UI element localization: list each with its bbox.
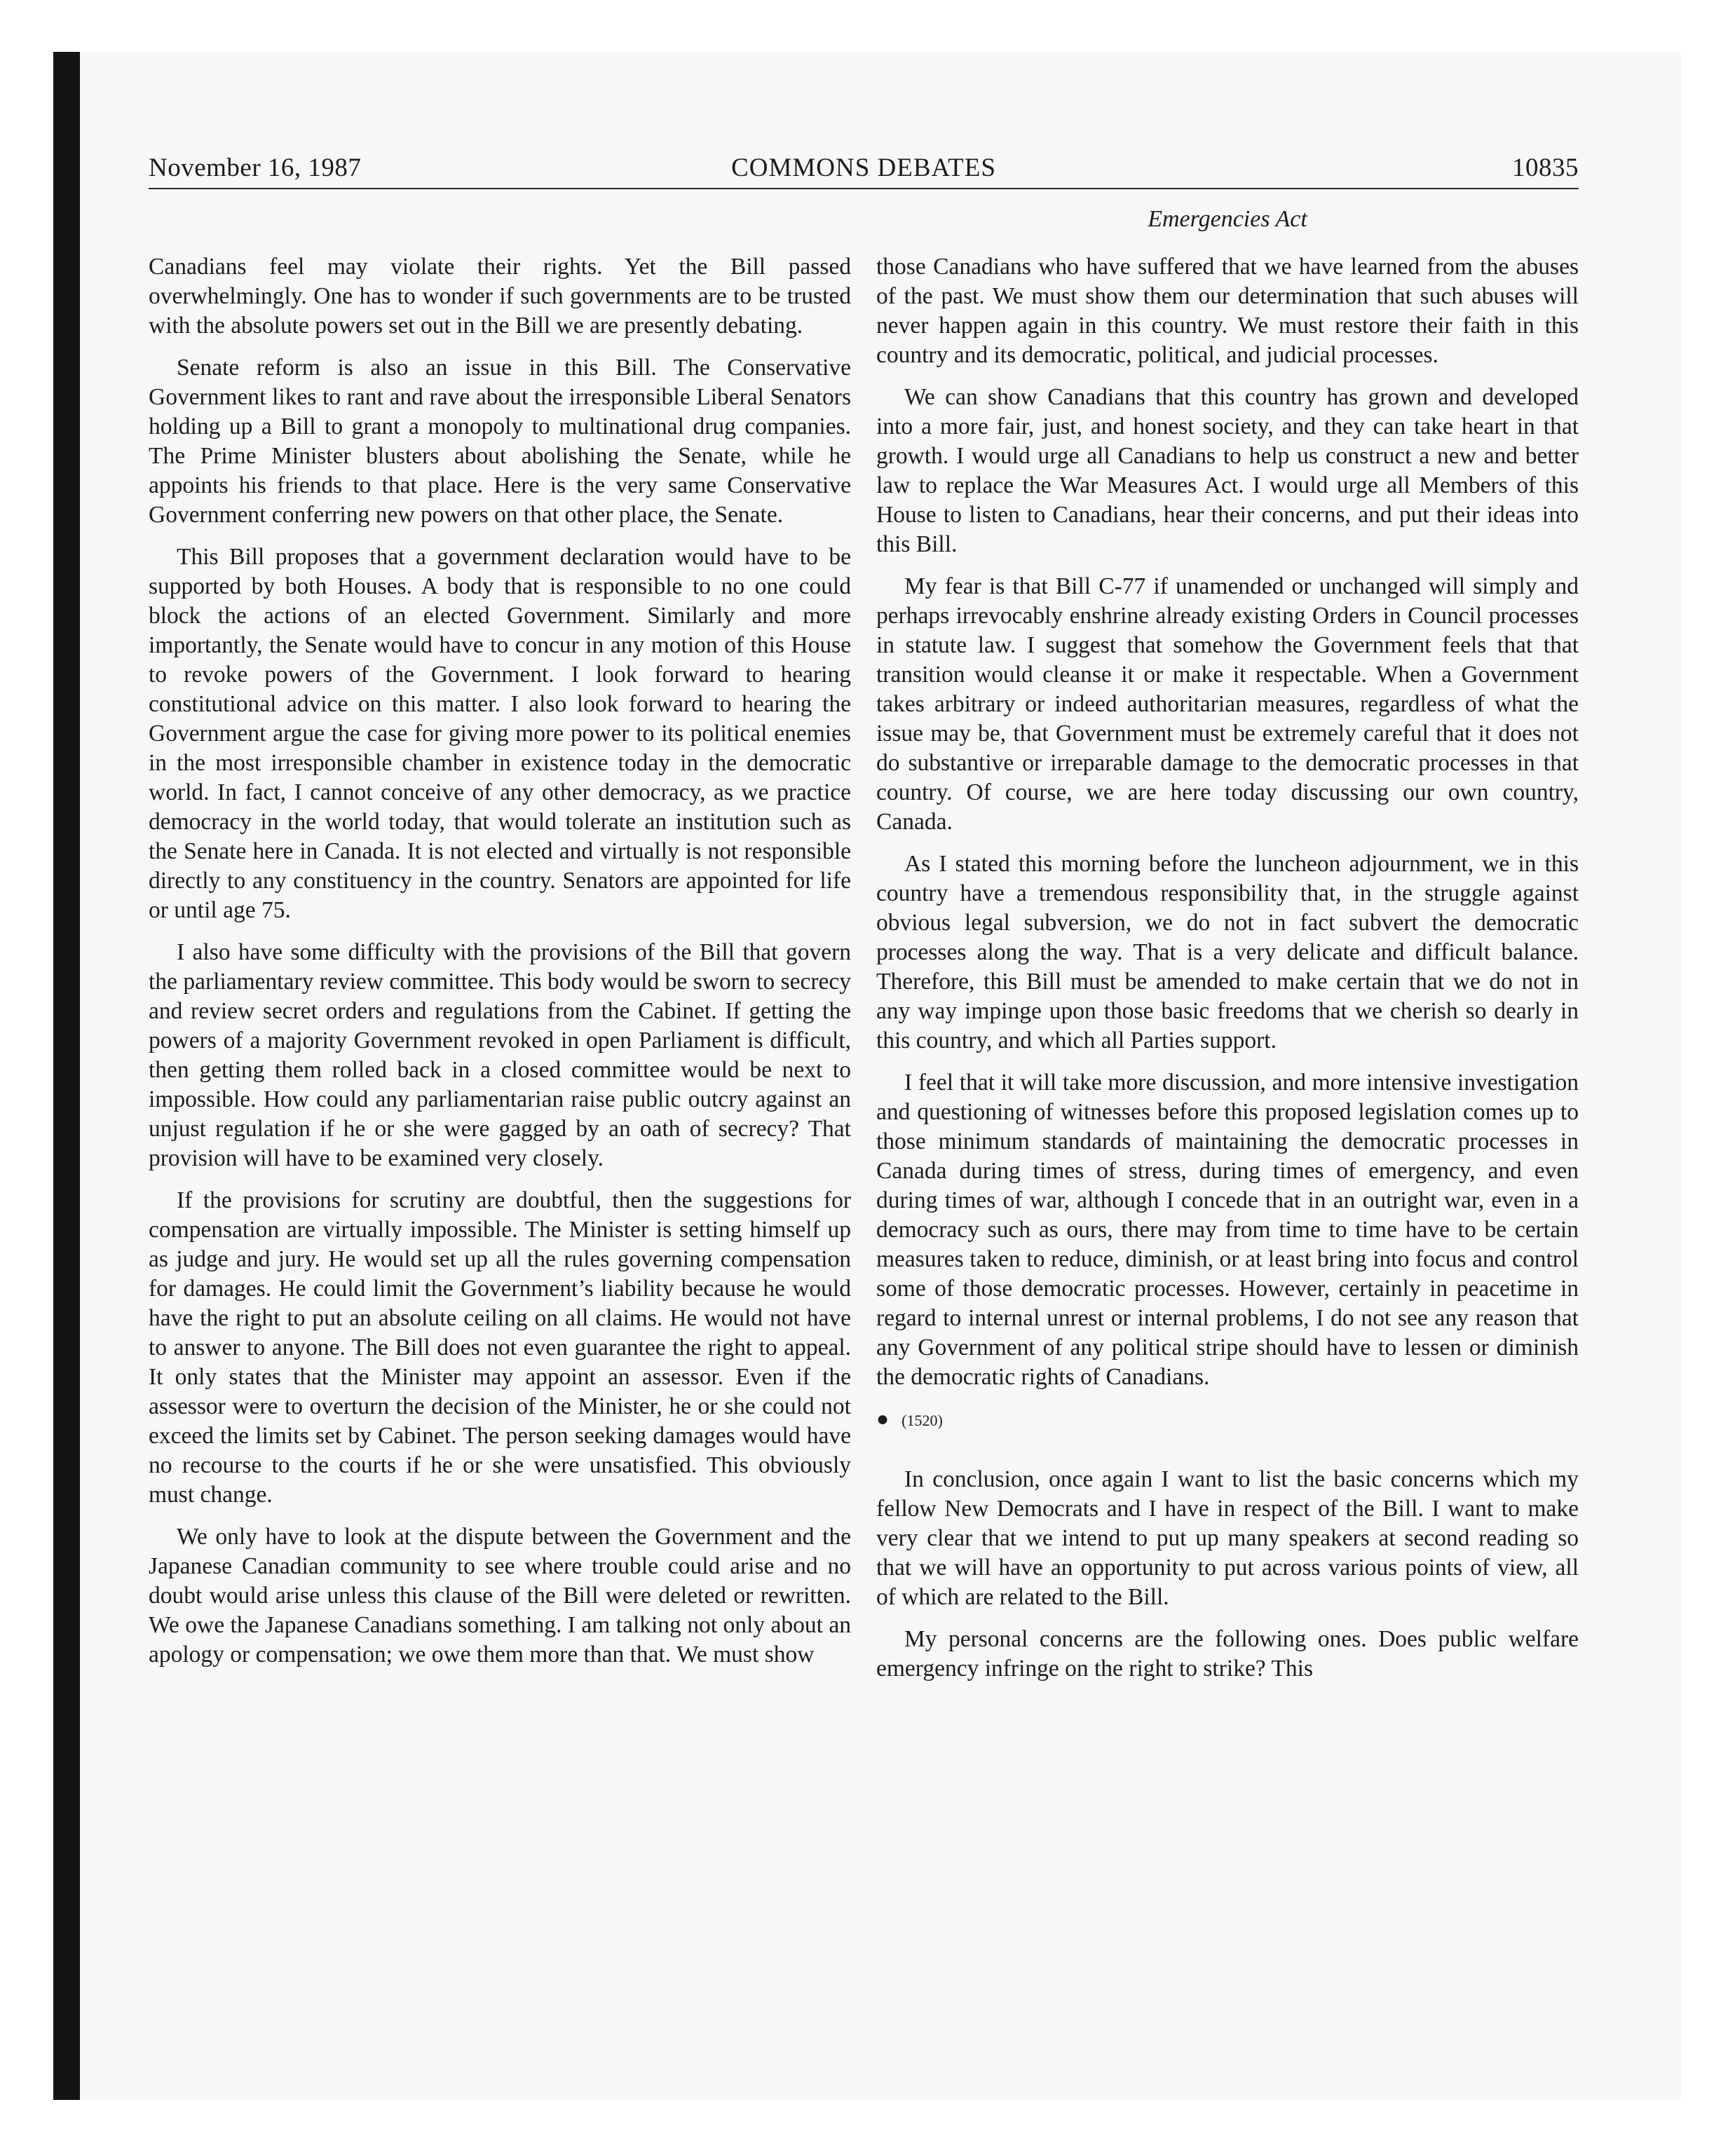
paragraph: Senate reform is also an issue in this Bill. The Conservative Government likes to rant and rave about the irresponsible Liberal Senators holding up a Bill to grant a monopoly to multinational drug companies. The Prime Minister blusters about abolishing the Senate, while he appoints his friends to that place. Here is the very same Conservative Government conferring new powers on that other place, the Senate.: [149, 355, 851, 528]
header-date: November 16, 1987: [149, 153, 362, 182]
header-page-number: 10835: [1512, 153, 1579, 182]
time-marker-label: (1520): [901, 1412, 943, 1429]
header-rule: [149, 188, 1579, 189]
header-publication-title: COMMONS DEBATES: [731, 153, 996, 182]
paragraph: I also have some difficulty with the provisions of the Bill that govern the parliamentary review committee. This body would be sworn to secrecy and review secret orders and regulations from the Cabinet. If getting the powers of a majority Government revoked in open Parliament is difficult, then getting them rolled back in a closed committee would be next to impossible. How could any parliamentarian raise public outcry against an unjust regulation if he or she were gagged by an oath of secrecy? That provision will have to be examined very closely.: [149, 939, 851, 1171]
binding-edge: [53, 52, 80, 2100]
paragraph: As I stated this morning before the luncheon adjournment, we in this country have a tremendous responsibility that, in the struggle against obvious legal subversion, we do not in fact subvert the democratic processes along the way. That is a very delicate and difficult balance. Therefore, this Bill must be amended to make certain that we do not in any way impinge upon those basic freedoms that we cherish so dearly in this country, and which all Parties support.: [876, 851, 1579, 1053]
time-marker: [876, 1405, 1579, 1435]
paragraph: I feel that it will take more discussion, and more intensive investigation and questioning of witnesses before this proposed legislation comes up to those minimum standards of maintaining the democratic processes in Canada during times of stress, during times of emergency, and even during times of war, although I concede that in an outright war, even in a democracy such as ours, there may from time to time have to be certain measures taken to reduce, diminish, or at least bring into focus and control some of those democratic processes. However, certainly in peacetime in regard to internal unrest or internal problems, I do not see any reason that any Government of any political stripe should have to lessen or diminish the democratic rights of Canadians.: [876, 1070, 1579, 1390]
paragraph: This Bill proposes that a government declaration would have to be supported by both Houses. A body that is responsible to no one could block the actions of an elected Government. Similarly and more importantly, the Senate would have to concur in any motion of this House to revoke powers of the Government. I look forward to hearing constitutional advice on this matter. I also look forward to hearing the Government argue the case for giving more power to its political enemies in the most irresponsible chamber in existence today in the democratic world. In fact, I cannot conceive of any other democracy, as we practice democracy in the world today, that would tolerate an institution such as the Senate here in Canada. It is not elected and virtually is not responsible directly to any constituency in the country. Senators are appointed for life or until age 75.: [149, 544, 851, 923]
paragraph: If the provisions for scrutiny are doubtful, then the suggestions for compensation are virtually impossible. The Minister is setting himself up as judge and jury. He would set up all the rules governing compensation for damages. He could limit the Government’s liability because he would have the right to put an absolute ceiling on all claims. He would not have to answer to anyone. The Bill does not even guarantee the right to appeal. It only states that the Minister may appoint an assessor. Even if the assessor were to overturn the decision of the Minister, he or she could not exceed the limits set by Cabinet. The person seeking damages would have no recourse to the courts if he or she were unsatisfied. This obviously must change.: [149, 1187, 851, 1508]
page-header: [149, 153, 1579, 189]
paragraph: We can show Canadians that this country has grown and developed into a more fair, just, and honest society, and they can take heart in that growth. I would urge all Canadians to help us construct a new and better law to replace the War Measures Act. I would urge all Members of this House to listen to Canadians, hear their concerns, and put their ideas into this Bill.: [876, 384, 1579, 557]
paragraph: We only have to look at the dispute between the Government and the Japanese Canadian community to see where trouble could arise and no doubt would arise unless this clause of the Bill were deleted or rewritten. We owe the Japanese Canadians something. I am talking not only about an apology or compensation; we owe them more than that. We must show: [149, 1524, 851, 1667]
paragraph: In conclusion, once again I want to list the basic concerns which my fellow New Democrats and I have in respect of the Bill. I want to make very clear that we intend to put up many speakers at second reading so that we will have an opportunity to put across various points of view, all of which are related to the Bill.: [876, 1466, 1579, 1610]
right-column: [876, 252, 1579, 1696]
paragraph: My personal concerns are the following ones. Does public welfare emergency infringe on the right to strike? This: [876, 1626, 1579, 1681]
left-column: [149, 252, 851, 1682]
running-head: Emergencies Act: [1148, 206, 1307, 232]
paragraph: My fear is that Bill C-77 if unamended or unchanged will simply and perhaps irrevocably enshrine already existing Orders in Council processes in statute law. I suggest that somehow the Government feels that that transition would cleanse it or make it respectable. When a Government takes arbitrary or indeed authoritarian measures, regardless of what the issue may be, that Government must be extremely careful that it does not do substantive or irreparable damage to the democratic processes in that country. Of course, we are here today discussing our own country, Canada.: [876, 573, 1579, 835]
paragraph: those Canadians who have suffered that we have learned from the abuses of the past. We must show them our determination that such abuses will never happen again in this country. We must restore their faith in this country and its democratic, political, and judicial processes.: [876, 254, 1579, 368]
bullet-icon: ●: [876, 1407, 890, 1431]
paragraph: Canadians feel may violate their rights. Yet the Bill passed overwhelmingly. One has to wonder if such governments are to be trusted with the absolute powers set out in the Bill we are presently debating.: [149, 254, 851, 339]
